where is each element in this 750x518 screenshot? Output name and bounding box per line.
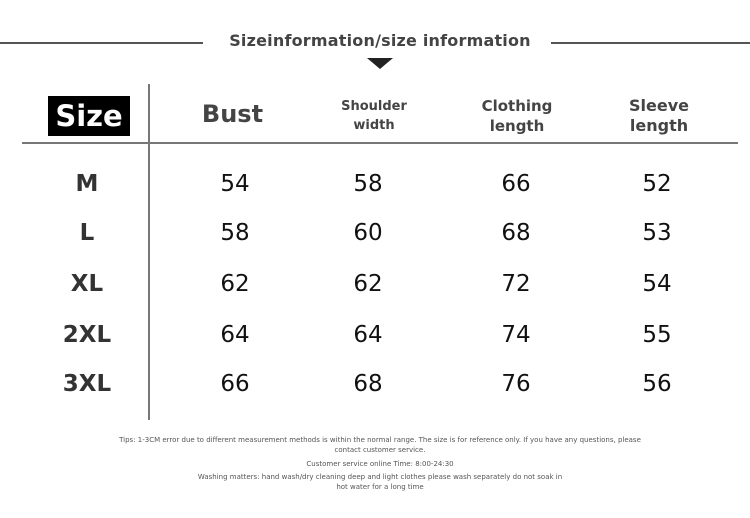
table-row <box>0 213 750 253</box>
down-arrow-icon <box>367 58 393 69</box>
shoulder-cell: 62 <box>353 271 383 297</box>
table-row <box>0 164 750 204</box>
header-clothing-line2: length <box>489 117 545 135</box>
size-cell: M <box>75 171 99 197</box>
header-sleeve-length <box>604 96 714 136</box>
washing-line1: Washing matters: hand wash/dry cleaning deep and light clothes please wash separately do not soak in <box>197 473 563 481</box>
size-cell: L <box>79 220 95 246</box>
table-header-divider <box>22 142 738 144</box>
table-row <box>0 364 750 404</box>
washing-line2: hot water for a long time <box>336 483 424 491</box>
header-sleeve-line2: length <box>629 116 689 135</box>
header-sleeve-line1: Sleeve <box>629 96 689 115</box>
sleeve-cell: 52 <box>642 171 672 197</box>
shoulder-cell: 64 <box>353 322 383 348</box>
header-clothing-length <box>462 96 572 136</box>
sleeve-cell: 54 <box>642 271 672 297</box>
bust-cell: 62 <box>220 271 250 297</box>
shoulder-cell: 58 <box>353 171 383 197</box>
sleeve-cell: 53 <box>642 220 672 246</box>
length-cell: 68 <box>501 220 531 246</box>
size-cell: 2XL <box>62 322 112 348</box>
table-row <box>0 315 750 355</box>
shoulder-cell: 68 <box>353 371 383 397</box>
bust-cell: 54 <box>220 171 250 197</box>
bust-cell: 64 <box>220 322 250 348</box>
table-row <box>0 264 750 304</box>
title-rule-right <box>551 42 750 44</box>
header-size: Size <box>48 96 130 136</box>
tips-note <box>100 435 660 455</box>
sleeve-cell: 56 <box>642 371 672 397</box>
length-cell: 74 <box>501 322 531 348</box>
length-cell: 76 <box>501 371 531 397</box>
tips-line1: Tips: 1-3CM error due to different measurement methods is within the normal range. The size is for reference only. If you have any questions, please <box>119 436 641 444</box>
header-bust: Bust <box>201 100 264 128</box>
page-title: Sizeinformation/size information <box>229 31 531 50</box>
bust-cell: 66 <box>220 371 250 397</box>
bust-cell: 58 <box>220 220 250 246</box>
service-time-note: Customer service online Time: 8:00-24:30 <box>306 460 454 468</box>
sleeve-cell: 55 <box>642 322 672 348</box>
tips-line2: contact customer service. <box>334 446 426 454</box>
size-cell: XL <box>70 271 104 297</box>
header-shoulder-line1: Shoulder <box>341 99 407 114</box>
length-cell: 72 <box>501 271 531 297</box>
header-shoulder-line2: width <box>353 118 395 133</box>
shoulder-cell: 60 <box>353 220 383 246</box>
size-cell: 3XL <box>62 371 112 397</box>
header-clothing-line1: Clothing <box>481 97 553 115</box>
header-shoulder-width <box>320 96 428 136</box>
title-rule-left <box>0 42 203 44</box>
washing-note <box>100 472 660 492</box>
length-cell: 66 <box>501 171 531 197</box>
